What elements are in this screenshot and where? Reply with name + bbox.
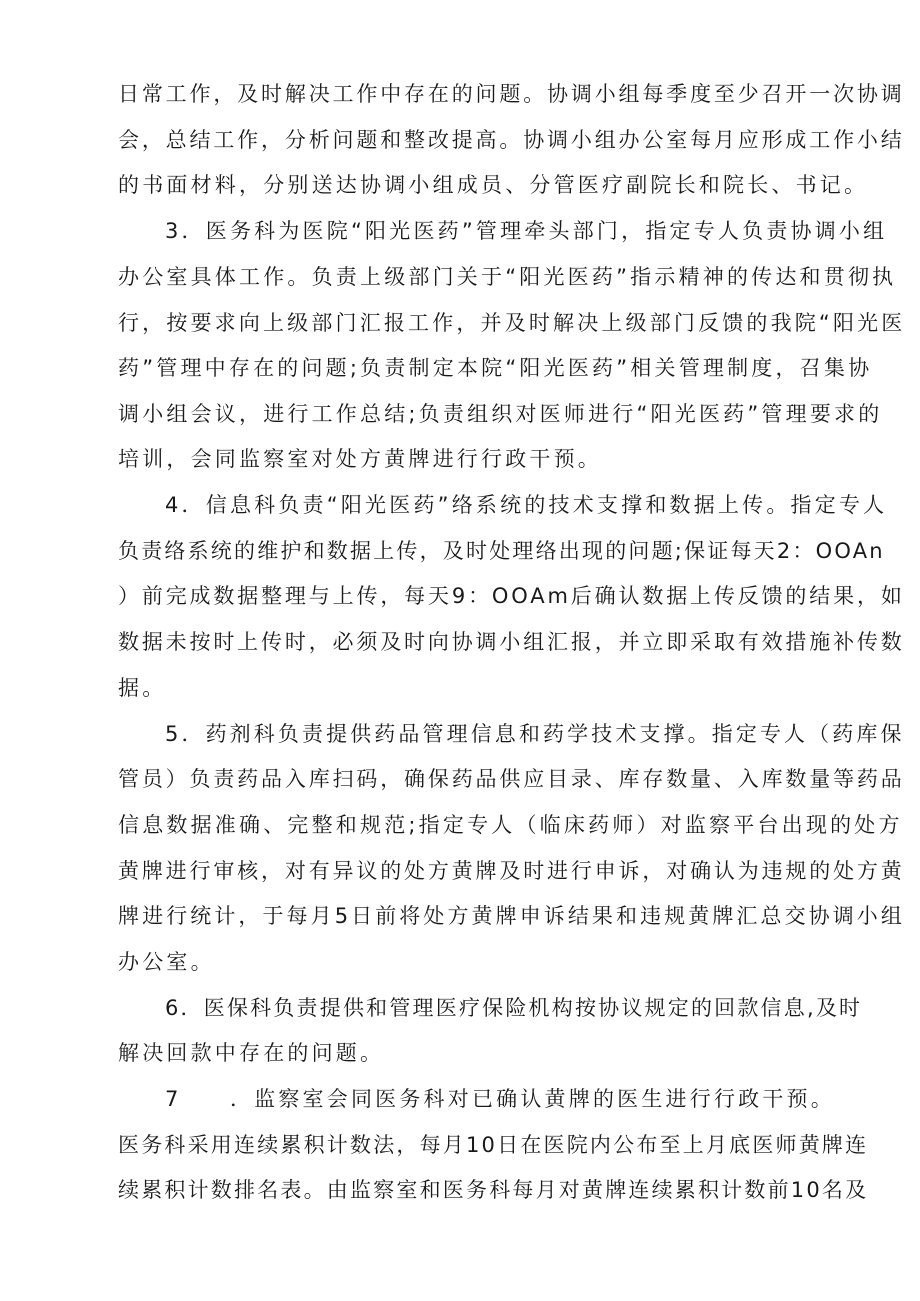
text-line: 数据未按时上传时，必须及时向协调小组汇报，并立即采取有效措施补传数 <box>118 630 905 654</box>
text-line: 的书面材料，分别送达协调小组成员、分管医疗副院长和院长、书记。 <box>118 173 869 197</box>
text-line: 会，总结工作，分析问题和整改提高。协调小组办公室每月应形成工作小结 <box>118 128 905 152</box>
text-line: ）前完成数据整理与上传，每天9：OOAm后确认数据上传反馈的结果，如 <box>118 584 905 608</box>
text-line: 日常工作，及时解决工作中存在的问题。协调小组每季度至少召开一次协调 <box>118 82 905 106</box>
paragraph-6-line: 6．医保科负责提供和管理医疗保险机构按协议规定的回款信息,及时 <box>165 996 863 1020</box>
paragraph-4-line: 4．信息科负责“阳光医药”络系统的技术支撑和数据上传。指定专人 <box>165 493 888 517</box>
text-line: 药”管理中存在的问题;负责制定本院“阳光医药”相关管理制度，召集协 <box>118 356 873 380</box>
text-line: 调小组会议，进行工作总结;负责组织对医师进行“阳光医药”管理要求的 <box>118 402 883 426</box>
text-line: 黄牌进行审核，对有异议的处方黄牌及时进行申诉，对确认为违规的处方黄 <box>118 859 905 883</box>
paragraph-7-line: 7 ．监察室会同医务科对已确认黄牌的医生进行行政干预。 <box>165 1087 835 1111</box>
paragraph-5-line: 5．药剂科负责提供药品管理信息和药学技术支撑。指定专人（药库保 <box>165 722 905 746</box>
text-line: 续累积计数排名表。由监察室和医务科每月对黄牌连续累积计数前10名及 <box>118 1178 869 1202</box>
text-line: 医务科采用连续累积计数法，每月10日在医院内公布至上月底医师黄牌连 <box>118 1133 869 1157</box>
text-line: 办公室具体工作。负责上级部门关于“阳光医药”指示精神的传达和贯彻执 <box>118 265 897 289</box>
text-line: 据。 <box>118 676 167 700</box>
text-line: 解决回款中存在的问题。 <box>118 1041 385 1065</box>
paragraph-3-line: 3．医务科为医院“阳光医药”管理牵头部门，指定专人负责协调小组 <box>165 219 888 243</box>
text-line: 管员）负责药品入库扫码，确保药品供应目录、库存数量、入库数量等药品 <box>118 767 905 791</box>
text-line: 培训，会同监察室对处方黄牌进行行政干预。 <box>118 447 602 471</box>
text-line: 办公室。 <box>118 950 215 974</box>
text-line: 行，按要求向上级部门汇报工作，并及时解决上级部门反馈的我院“阳光医 <box>118 311 906 335</box>
text-line: 牌进行统计，于每月5日前将处方黄牌申诉结果和违规黄牌汇总交协调小组 <box>118 904 905 928</box>
text-line: 信息数据准确、完整和规范;指定专人（临床药师）对监察平台出现的处方 <box>118 813 903 837</box>
text-line: 负责络系统的维护和数据上传，及时处理络出现的问题;保证每天2：OOAn <box>118 539 885 563</box>
